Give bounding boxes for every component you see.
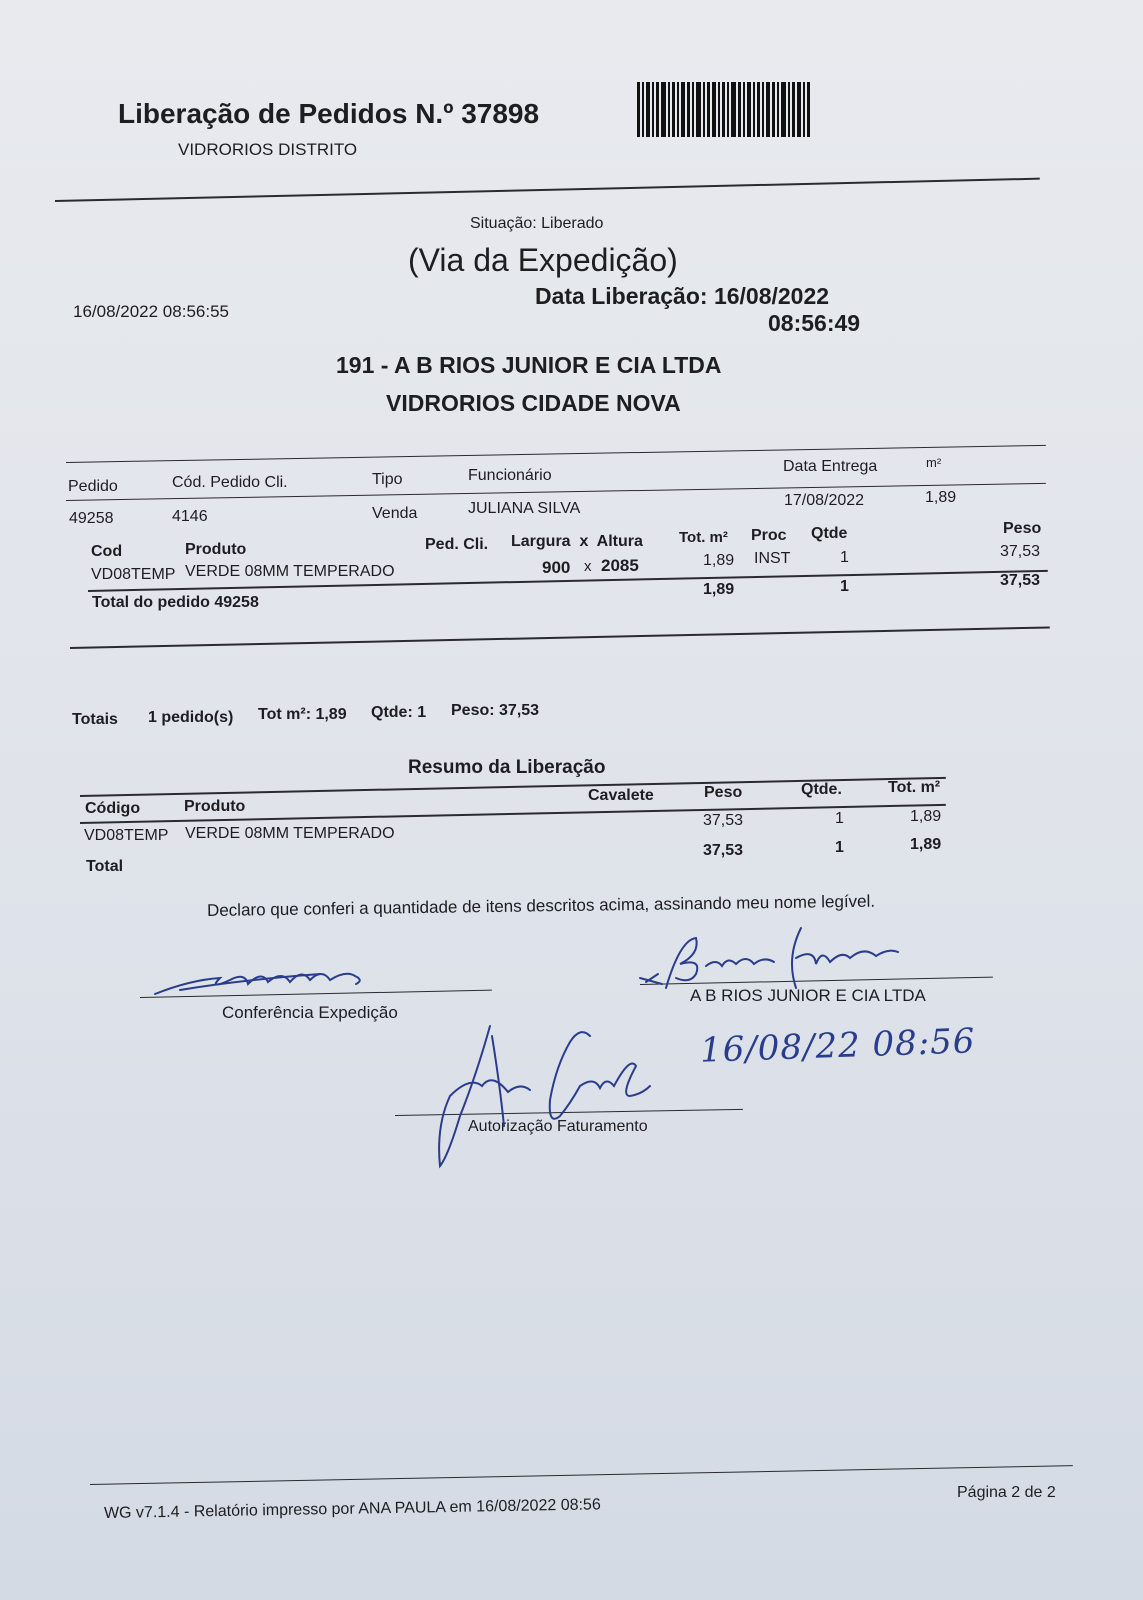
totals-tot-m2: Tot m²: 1,89 [258, 706, 347, 723]
totals-label: Totais [72, 711, 118, 728]
summary-total-label: Total [86, 858, 124, 875]
totals-qtde: Qtde: 1 [371, 704, 427, 721]
release-time: 08:56:49 [768, 310, 861, 336]
summary-codigo-value: VD08TEMP [84, 827, 169, 844]
client-branch: VIDRORIOS CIDADE NOVA [386, 390, 681, 416]
totals-pedidos: 1 pedido(s) [148, 709, 234, 726]
col-tipo: Tipo [372, 471, 403, 488]
item-proc-value: INST [754, 550, 791, 567]
order-funcionario-value: JULIANA SILVA [468, 500, 581, 517]
order-pedido-value: 49258 [69, 510, 114, 527]
summary-total-tot-m2: 1,89 [910, 836, 942, 853]
order-total-qtde: 1 [840, 578, 849, 595]
item-tot-m2-value: 1,89 [703, 552, 735, 569]
summary-col-produto: Produto [184, 798, 246, 815]
item-col-peso: Peso [1003, 520, 1042, 537]
summary-total-peso: 37,53 [703, 842, 744, 859]
totals-peso: Peso: 37,53 [451, 702, 540, 719]
footer-line [90, 1465, 1073, 1485]
summary-col-cavalete: Cavalete [588, 787, 654, 804]
col-m2: m² [926, 455, 942, 470]
item-cod-value: VD08TEMP [91, 566, 176, 583]
summary-title: Resumo da Liberação [408, 757, 606, 778]
declaration-text: Declaro que conferi a quantidade de itens descritos acima, assinando meu nome legível. [206, 891, 876, 920]
item-peso-value: 37,53 [1000, 543, 1041, 560]
order-total-label: Total do pedido 49258 [92, 594, 259, 611]
item-col-qtde: Qtde [811, 525, 848, 542]
col-data-entrega: Data Entrega [783, 458, 878, 475]
authorization-label: Autorização Faturamento [468, 1118, 648, 1135]
authorization-signature [430, 1016, 680, 1176]
item-produto-value: VERDE 08MM TEMPERADO [185, 563, 395, 580]
summary-tot-m2-value: 1,89 [910, 808, 942, 825]
summary-col-peso: Peso [704, 784, 743, 801]
summary-col-codigo: Código [85, 800, 141, 817]
client-name: 191 - A B RIOS JUNIOR E CIA LTDA [336, 352, 722, 378]
item-col-dimensions: Largura x Altura [511, 533, 643, 550]
order-total-peso: 37,53 [1000, 572, 1041, 589]
order-tipo-value: Venda [372, 505, 418, 522]
order-top-line [66, 445, 1046, 463]
conference-signature [150, 950, 380, 1000]
handwritten-datetime: 16/08/22 08:56 [699, 1021, 977, 1071]
document-title: Liberação de Pedidos N.º 37898 [118, 98, 540, 129]
item-col-tot-m2: Tot. m² [679, 529, 728, 546]
item-dim-separator: x [584, 558, 592, 575]
item-qtde-value: 1 [840, 549, 849, 566]
summary-produto-value: VERDE 08MM TEMPERADO [185, 825, 395, 842]
client-signature [636, 918, 936, 998]
order-cod-cli-value: 4146 [172, 508, 208, 525]
conference-label: Conferência Expedição [222, 1003, 398, 1022]
summary-col-tot-m2: Tot. m² [888, 779, 941, 796]
summary-col-qtde: Qtde. [801, 781, 842, 798]
summary-total-qtde: 1 [835, 839, 844, 856]
col-funcionario: Funcionário [468, 467, 552, 484]
release-date: Data Liberação: 16/08/2022 [535, 283, 830, 309]
item-col-cod: Cod [91, 543, 123, 560]
item-col-proc: Proc [751, 527, 787, 544]
company-name: VIDRORIOS DISTRITO [178, 140, 358, 159]
col-cod-pedido-cli: Cód. Pedido Cli. [172, 474, 288, 491]
copy-label: (Via da Expedição) [408, 242, 678, 278]
order-m2-value: 1,89 [925, 489, 957, 506]
item-largura-value: 900 [542, 558, 571, 577]
situation-status: Situação: Liberado [470, 215, 604, 232]
order-total-m2: 1,89 [703, 581, 735, 598]
item-altura-value: 2085 [601, 556, 639, 575]
footer-printed-by: WG v7.1.4 - Relatório impresso por ANA PAULA em 16/08/2022 08:56 [103, 1496, 601, 1522]
summary-peso-value: 37,53 [703, 812, 744, 829]
client-signature-label: A B RIOS JUNIOR E CIA LTDA [690, 986, 926, 1005]
barcode-icon [637, 82, 813, 137]
item-col-ped-cli: Ped. Cli. [425, 536, 489, 553]
summary-qtde-value: 1 [835, 810, 844, 827]
order-data-entrega-value: 17/08/2022 [784, 492, 865, 509]
print-datetime: 16/08/2022 08:56:55 [73, 302, 229, 321]
header-divider [55, 178, 1040, 202]
item-col-produto: Produto [185, 541, 247, 558]
col-pedido: Pedido [68, 478, 118, 495]
footer-page-number: Página 2 de 2 [957, 1484, 1056, 1501]
order-bottom-line [70, 626, 1050, 649]
